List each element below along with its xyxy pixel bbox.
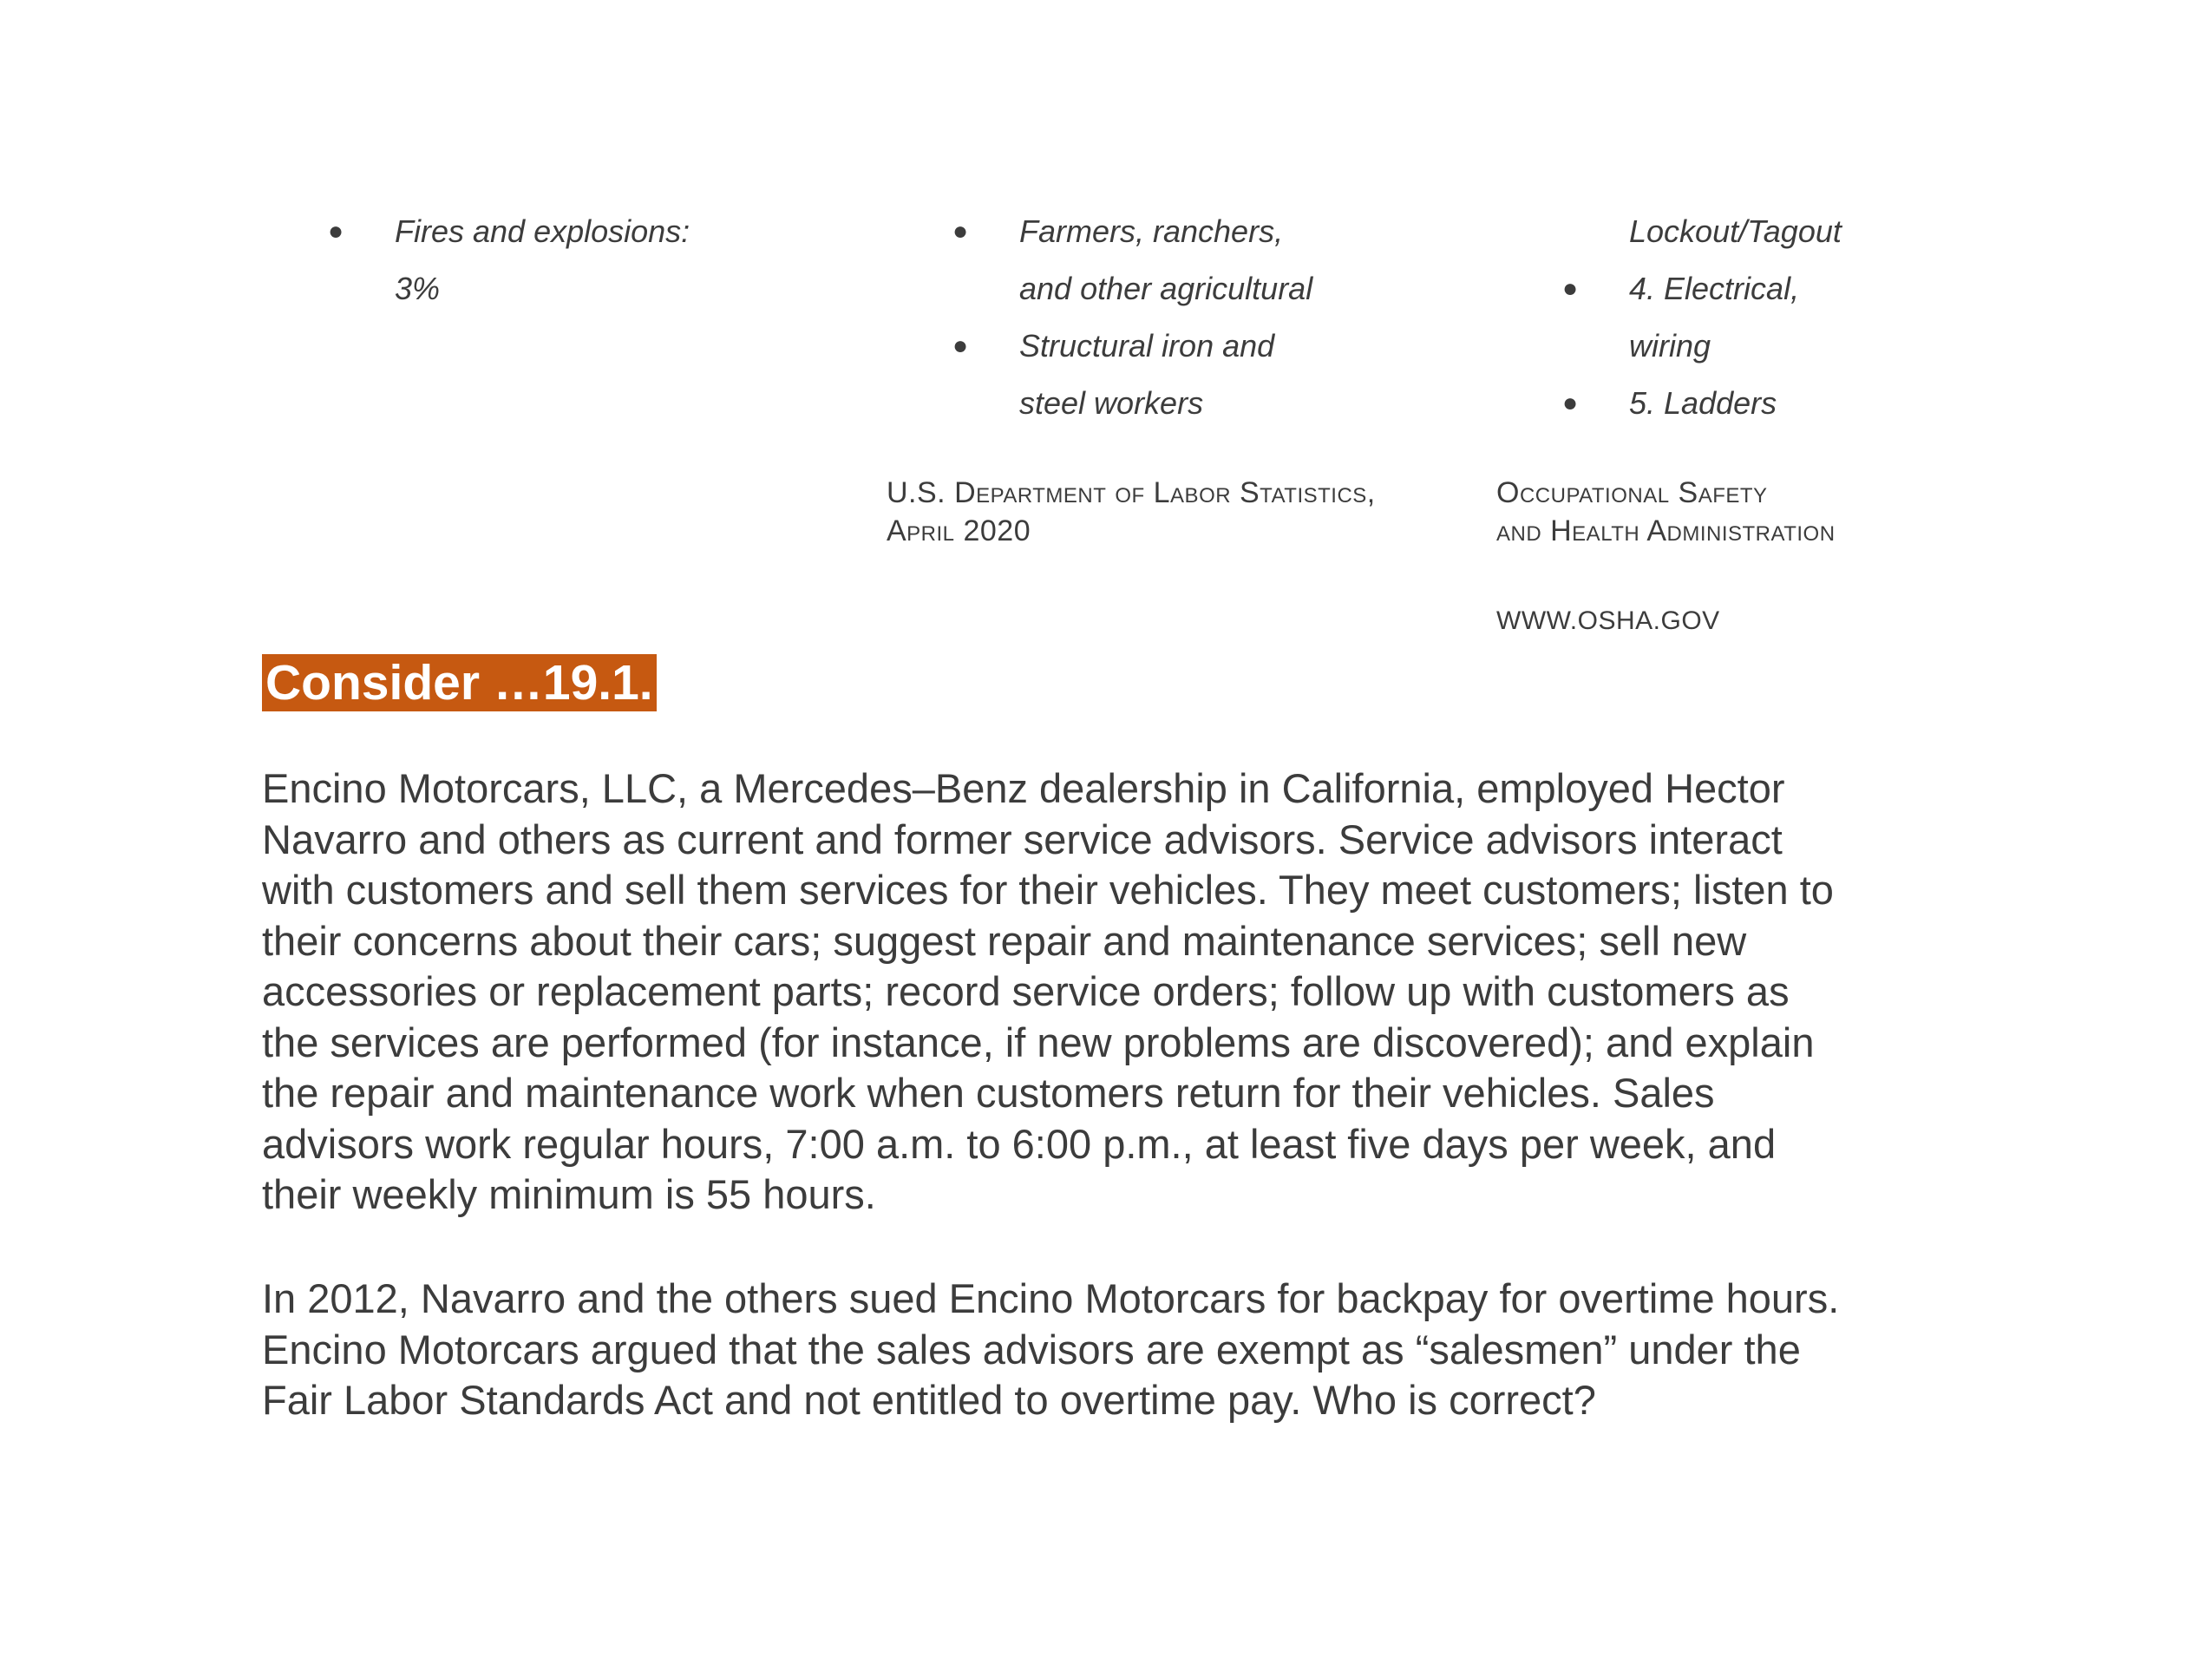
paragraph-line: Encino Motorcars argued that the sales advisors are exempt as “salesmen” under the (262, 1326, 1801, 1372)
bullet-text: Fires and explosions: (395, 213, 690, 249)
paragraph-line: the repair and maintenance work when customers return for their vehicles. Sales (262, 1070, 1715, 1116)
bullet-dot: ● (328, 217, 344, 246)
bullet-text: steel workers (1019, 385, 1204, 421)
source-citation: and Health Administration (1496, 514, 1836, 547)
bullet-text: and other agricultural (1019, 271, 1313, 306)
bullet-text: Farmers, ranchers, (1019, 213, 1284, 249)
bullet-text: Structural iron and (1019, 328, 1275, 364)
source-citation: Occupational Safety (1496, 476, 1768, 509)
paragraph-line: In 2012, Navarro and the others sued Encino Motorcars for backpay for overtime hours. (262, 1275, 1840, 1321)
paragraph-line: advisors work regular hours, 7:00 a.m. to 6:00 p.m., at least five days per week, and (262, 1120, 1777, 1167)
paragraph-line: Navarro and others as current and former service advisors. Service advisors interact (262, 816, 1783, 862)
case-paragraph-facts (262, 763, 1997, 1221)
bullet-text: 5. Ladders (1629, 385, 1777, 421)
paragraph-line: with customers and sell them services for their vehicles. They meet customers; listen to (262, 867, 1834, 913)
source-citation: U.S. Department of Labor Statistics, (887, 476, 1376, 509)
paragraph-line: accessories or replacement parts; record service orders; follow up with customers as (262, 968, 1790, 1014)
consider-heading: Consider …19.1. (262, 654, 657, 711)
paragraph-line: their weekly minimum is 55 hours. (262, 1171, 876, 1217)
paragraph-line: Fair Labor Standards Act and not entitled to overtime pay. Who is correct? (262, 1377, 1596, 1423)
bullet-text: wiring (1629, 328, 1711, 364)
bullet-dot: ● (1562, 389, 1579, 417)
source-url: WWW.OSHA.GOV (1496, 606, 1720, 635)
bullet-dot: ● (1562, 274, 1579, 303)
paragraph-line: the services are performed (for instance, if new problems are discovered); and explain (262, 1019, 1815, 1065)
bullet-text: 3% (395, 271, 441, 306)
source-citation: April 2020 (887, 514, 1031, 547)
case-paragraph-question (262, 1274, 1997, 1426)
bullet-dot: ● (952, 331, 969, 360)
paragraph-line: Encino Motorcars, LLC, a Mercedes–Benz dealership in California, employed Hector (262, 765, 1785, 811)
bullet-dot: ● (952, 217, 969, 246)
bullet-text: Lockout/Tagout (1629, 213, 1842, 249)
paragraph-line: their concerns about their cars; suggest repair and maintenance services; sell new (262, 917, 1747, 964)
bullet-text: 4. Electrical, (1629, 271, 1800, 306)
